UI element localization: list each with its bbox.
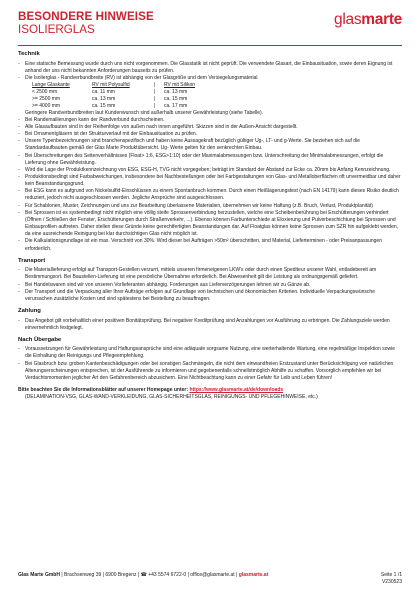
list-item: - Alle Glasaufbauten sind in der Reihenfolge von außen nach innen angeführt. Skizzen sind in der Außen-Ansicht dargestellt. (18, 124, 402, 131)
table-cell: | (154, 88, 156, 95)
downloads-link[interactable]: https://www.glasmarte.at/de/downloads (189, 387, 284, 394)
document-subtitle: ISOLIERGLAS (18, 23, 95, 36)
list-item: - Bei Überschreitungen des Seitenverhältnisses (Float> 1:6, ESG>1:10) oder der Maximalabmessungen bzw. Unterschreitung der Minimalabmessungen, erfolgt die Lieferung ohne Gewährleistung. (18, 153, 402, 167)
section-heading-zahlung: Zahlung (18, 308, 41, 314)
email-address[interactable]: | office@glasmarte.at | (187, 572, 238, 578)
table-row (32, 96, 195, 103)
section-heading-technik: Technik (18, 51, 40, 57)
table-cell: ca. 11 mm (92, 88, 115, 95)
document-version: V230523 (381, 579, 402, 585)
table-cell: ca. 15 mm (164, 95, 188, 102)
logo-text-part2: marte (361, 11, 402, 28)
table-cell: | (154, 102, 156, 109)
table-row (32, 103, 195, 110)
table-cell: ca. 13 mm (164, 88, 188, 95)
glasmarte-logo (334, 11, 402, 29)
document-title: BESONDERE HINWEISE (18, 10, 154, 23)
rv-width-table (32, 82, 195, 110)
info-notice (18, 387, 402, 394)
table-cell: ca. 17 mm (164, 102, 188, 109)
info-prefix: Bitte beachten Sie die Informationsblätter auf unserer Homepage unter: (18, 387, 189, 394)
table-cell: >= 2500 mm (32, 95, 61, 102)
table-cell: < 2500 mm (32, 88, 58, 95)
list-item: - Bei Sprossen ist es systembedingt nicht möglich eine völlig steife Sprossenverbindung herzustellen, welche eine Scheibenberührung bei Erschütterungen verhindert (Öffnen / Schließen der Fenster, Erschütterungen durch Straßenverkehr, ...). Ebenso können Farbunterschiede at Eloxierung und Pulverbeschichtung bei Sprossen und Einbauprofilen auftreten. Daher stellen diese Gründe keine gerechtfertigten Beanstandungen dar. Auf Floatglas können keine Sprossen zum SZR hin aufgeklebt werden, da eine ausreichende Reinigung bei klar durchsichtigen Glas nicht möglich ist. (18, 210, 402, 239)
company-address: | Brachsenweg 39 | 6900 Bregenz | (61, 572, 140, 578)
list-item: - Bei Handelswaren sind wir von unseren Vorlieferanten abhängig. Forderungen aus Lieferverzögerungen lehnen wir zu Gänze ab. (18, 282, 402, 289)
document-header (18, 10, 402, 44)
list-item: - Bei Randemailierungen kann der Randverbund durchscheinen. (18, 117, 402, 124)
page-number: Seite 1 /1 (380, 572, 402, 578)
list-item: - Unsere Typenbezeichnungen sind branchenspezifisch und haben keine Aussagekraft bezüglich gültiger Ug-, LT- und g-Werte. Sie beziehen sich auf die Standardaufbauten gemäß der Glas Marte Produktübersicht. Ug- Werte gelten für den senkrechten Einbau. (18, 138, 402, 152)
list-item: - Voraussetzungen für Gewährleistung und Haftungsansprüche sind eine adäquate sorgsame Nutzung, eine werterhaltende Wartung, eine regelmäßige Inspektion sowie die Einhaltung der Reinigungs und Pflegeempfehlung. (18, 346, 402, 360)
info-subline: (DELAMINATION-VSG, GLAS-WAND-VERKLEIDUNG, GLAS-SICHERHEITSGLAS, REINIGUNGS- UND PFLEGEHINWEISE, etc.) (25, 394, 318, 401)
list-item: - Für Schablonen, Muster, Zeichnungen und uns zur Bearbeitung überlassene Materialien, übernehmen wir keine Haftung (z.B. Bruch, Verlust, Produktplanität) (18, 203, 402, 210)
list-item: - Wird die Lage der Produktkennzeichnung von ESG, ESG-H, TVG nicht vorgegeben; beträgt im Standard der Abstand zur Ecke ca. 20mm bis Anfang Kennzeichnung. (18, 167, 402, 174)
company-name: Glas Marte GmbH (18, 572, 60, 578)
section-heading-nach-uebergabe: Nach Übergabe (18, 336, 62, 343)
phone-number[interactable]: +43 5574 6722-0 (148, 572, 187, 578)
list-item: - Bei Glasbruch bzw. groben Kantenbeschädigungen oder bei sonstigen Sachmängeln, die nicht dem einwandfreien Erstzustand unter Berücksichtigung von natürlichen Alterungserscheinungen entsprechen, ist der Ausführende zu informieren und gegebenenfalls schnellstmöglich Abhilfe zu schaffen. Vorsorglich empfehlen wir bei Verdachtsmomenten jeglicher Art den Gefahrenbereich abzusichern. Eine Nichtbeachtung kann zu einer Gefahr für Leib und Leben führen! (18, 361, 402, 382)
table-header-cell: Lange Glaskante (32, 81, 70, 88)
document-footer (18, 572, 402, 585)
table-cell: | (154, 95, 156, 102)
footer-page-info (381, 572, 402, 586)
phone-icon: ☎ (140, 572, 147, 578)
list-item: - Eine statische Bemessung wurde durch uns nicht vorgenommen. Die Glasstatik ist nicht geprüft. Die verwendete Glasart, die Einbausituation, sowie deren Eignung ist anhand der uns nicht bekannten Anforderungen bauseits zu prüfen. (18, 61, 402, 75)
table-cell: ca. 13 mm (92, 95, 116, 102)
table-cell: >= 4000 mm (32, 102, 61, 109)
footer-contact (18, 572, 268, 579)
table-header-cell: RV mit Polysulfid (92, 81, 130, 88)
website-link[interactable]: glasmarte.at (238, 572, 269, 578)
section-heading-transport: Transport (18, 257, 46, 264)
list-item: - Produktionsbedingt sind Farbabweichungen, insbesondere bei Nachbestellungen oder bei Farbgestaltungen von Glas- und Metalloberflächen oft unvermeidbar und daher kein Beanstandungsgrund. (18, 174, 402, 188)
table-header-cell: RV mit Silikon (164, 81, 196, 88)
list-item: - Bei Ornamentgläsern ist der Strukturverlauf mit der Einbausituation zu prüfen. (18, 131, 402, 138)
header-divider (18, 45, 402, 46)
table-note: Geringere Randverbundbreiten laut Kundenwunsch sind außerhalb unserer Gewährleistung (siehe Tabelle). (25, 109, 264, 116)
list-item: - Bei ESG kann es aufgrund von Nickelsulfid-Einschlüssen zu einem Spontanbruch kommen. Durch einen Heißlagerungstest (nach EN 14179) kann dieses Risiko deutlich reduziert, jedoch nicht ausgeschlossen werden. Jegliche Ansprüche sind ausgeschlossen. (18, 188, 402, 202)
table-row (32, 89, 195, 96)
list-item: - Das Angebot gilt vorbehaltlich einer positiven Bonitätsprüfung. Bei negativer Kreditprüfung sind Anzahlungen vor Ausführung zu erbringen. Die Zahlungsziele werden einvernehmlich festgelegt. (18, 318, 402, 332)
list-item: - Die Materiallieferung erfolgt auf Transport-Gestellen verzurrt, mittels unseren firmeneigenen LKW's oder durch einen Spediteur unserer Wahl, entladebereit am Bestimmungsort. Bei Baustellen-Lieferung ist eine persönliche Übernahme erforderlich. Bei Abwesenheit gilt die Leistung als ordnungsgemäß geliefert. (18, 267, 402, 281)
list-item: - Die Kalkulationsgrundlage ist ein max. Verschnitt von 30%. Wird dieser bei Aufträgen >50m² überschritten, sind Material, Lieferterminen - oder Preisanpassungen erforderlich. (18, 238, 402, 252)
list-item: - Die Isolierglas - Randverbundbreite (RV) ist abhängig von der Glasgröße und dem Versiegelungsmaterial (18, 75, 402, 82)
list-item: - Der Transport und die Verpackung aller Ihrer Aufträge erfolgen auf Grundlage von technischen und ökonomischen Kriterien. Individuelle Verpackungswünsche verursachen zusätzliche Kosten und sind spätestens bei Bestellung zu beauftragen. (18, 289, 402, 303)
logo-text-part1: glas (334, 11, 362, 28)
table-header-row (32, 82, 195, 89)
table-header-cell: | (154, 81, 156, 88)
table-cell: ca. 15 mm (92, 102, 116, 109)
